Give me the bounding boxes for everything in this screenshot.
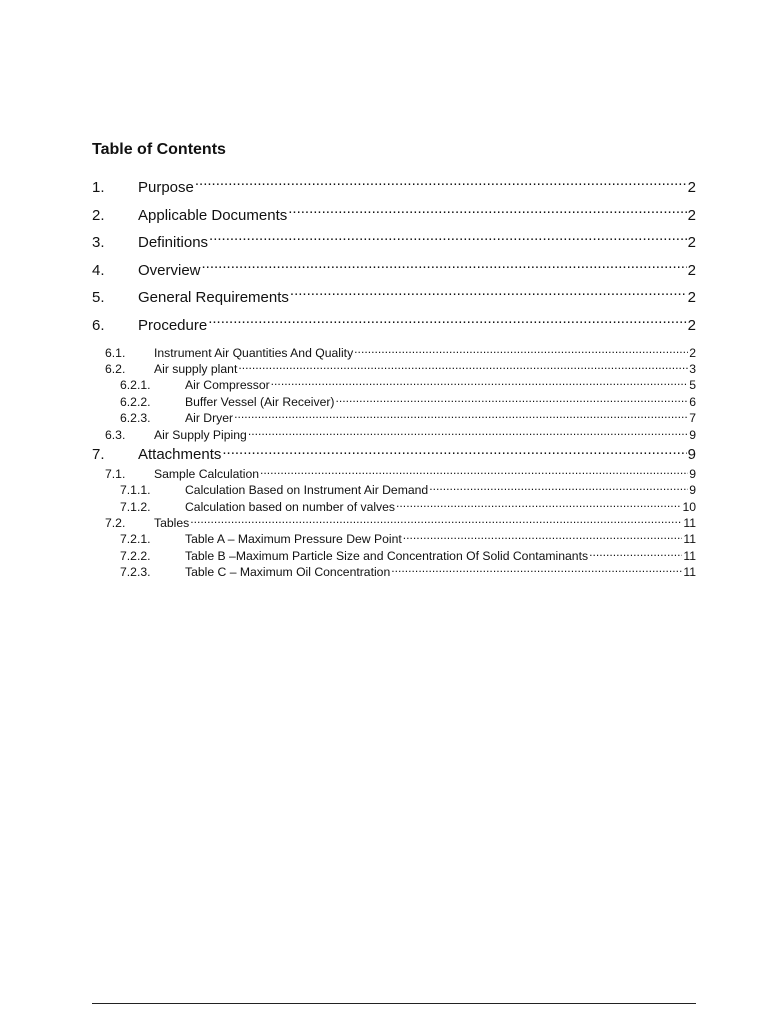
toc-entry-number: 6.1.: [105, 345, 126, 360]
toc-title: Table of Contents: [92, 141, 226, 158]
toc-entry-page: 9: [689, 483, 696, 498]
toc-entry-label: Air Compressor: [185, 378, 270, 393]
toc-entry-label: General Requirements: [138, 289, 289, 307]
toc-entry-air-dryer[interactable]: [92, 409, 696, 425]
toc-entry-number: 3.: [92, 234, 105, 252]
dot-leader: [403, 530, 683, 543]
toc-entry-page: 9: [689, 466, 696, 481]
toc-entry-label: Table B –Maximum Particle Size and Concentration Of Solid Contaminants: [185, 548, 589, 563]
dot-leader: [222, 442, 686, 459]
toc-entry-label: Attachments: [138, 445, 222, 463]
toc-entry-purpose[interactable]: [92, 175, 696, 203]
toc-entry-buffer-vessel[interactable]: [92, 393, 696, 409]
toc-entry-definitions[interactable]: [92, 230, 696, 258]
toc-entry-label: Sample Calculation: [154, 466, 260, 481]
dot-leader: [271, 376, 689, 389]
toc-entry-label: Table A – Maximum Pressure Dew Point: [185, 532, 402, 547]
toc-entry-label: Procedure: [138, 316, 208, 334]
toc-entry-number: 2.: [92, 206, 105, 224]
dot-leader: [190, 514, 682, 527]
dot-leader: [391, 563, 682, 576]
toc-entry-label: Overview: [138, 261, 201, 279]
dot-leader: [288, 203, 686, 220]
toc-entry-label: Applicable Documents: [138, 206, 288, 224]
toc-entry-page: 2: [687, 261, 696, 279]
toc-entry-number: 7.1.: [105, 466, 126, 481]
toc-entry-label: Air supply plant: [154, 361, 238, 376]
toc-entry-number: 7.1.2.: [120, 499, 151, 514]
toc-entry-number: 6.2.3.: [120, 411, 151, 426]
toc-entry-label: Definitions: [138, 234, 209, 252]
toc-entry-number: 6.: [92, 316, 105, 334]
dot-leader: [234, 409, 688, 422]
dot-leader: [429, 481, 688, 494]
dot-leader: [202, 258, 687, 275]
dot-leader: [335, 393, 688, 406]
toc-entry-page: 11: [683, 548, 696, 563]
toc-entry-attachments[interactable]: [92, 442, 696, 465]
toc-entry-label: Purpose: [138, 179, 194, 196]
dot-leader: [396, 498, 681, 511]
toc-entry-page: 2: [687, 234, 696, 252]
table-of-contents: [92, 175, 696, 580]
toc-entry-air-compressor[interactable]: [92, 376, 696, 392]
toc-entry-page: 2: [687, 316, 696, 334]
toc-entry-page: 11: [683, 516, 696, 531]
toc-entry-label: Buffer Vessel (Air Receiver): [185, 394, 335, 409]
dot-leader: [354, 344, 688, 357]
toc-entry-page: 10: [682, 499, 696, 514]
toc-entry-number: 7.2.3.: [120, 565, 151, 580]
toc-entry-page: 2: [689, 345, 696, 360]
toc-entry-table-b[interactable]: [92, 547, 696, 563]
toc-entry-number: 7.2.2.: [120, 548, 151, 563]
toc-entry-calc-instrument-air-demand[interactable]: [92, 481, 696, 497]
toc-entry-page: 3: [689, 361, 696, 376]
toc-entry-label: Instrument Air Quantities And Quality: [154, 345, 354, 360]
toc-entry-calc-number-of-valves[interactable]: [92, 498, 696, 514]
toc-entry-number: 6.3.: [105, 427, 126, 442]
toc-entry-label: Calculation Based on Instrument Air Demand: [185, 483, 429, 498]
toc-entry-number: 7.1.1.: [120, 483, 151, 498]
toc-entry-page: 2: [687, 289, 696, 307]
toc-entry-number: 6.2.1.: [120, 378, 151, 393]
toc-entry-number: 6.2.2.: [120, 394, 151, 409]
toc-entry-table-c[interactable]: [92, 563, 696, 579]
toc-entry-number: 4.: [92, 261, 105, 279]
toc-entry-air-supply-plant[interactable]: [92, 360, 696, 376]
toc-entry-air-supply-piping[interactable]: [92, 426, 696, 442]
dot-leader: [248, 426, 688, 439]
toc-entry-number: 6.2.: [105, 361, 126, 376]
toc-entry-number: 1.: [92, 179, 105, 196]
toc-entry-number: 5.: [92, 289, 105, 307]
toc-entry-tables[interactable]: [92, 514, 696, 530]
dot-leader: [238, 360, 688, 373]
toc-entry-page: 7: [689, 411, 696, 426]
toc-entry-page: 2: [687, 206, 696, 224]
dot-leader: [208, 313, 686, 330]
toc-entry-procedure[interactable]: [92, 313, 696, 341]
footer-rule: [92, 1003, 696, 1004]
toc-entry-page: 11: [683, 532, 696, 547]
toc-entry-number: 7.: [92, 445, 105, 463]
toc-entry-applicable-documents[interactable]: [92, 203, 696, 231]
toc-entry-overview[interactable]: [92, 258, 696, 286]
toc-entry-page: 9: [689, 427, 696, 442]
toc-entry-page: 2: [687, 179, 696, 196]
dot-leader: [209, 230, 687, 247]
dot-leader: [260, 465, 688, 478]
toc-entry-label: Tables: [154, 516, 190, 531]
toc-entry-page: 9: [687, 445, 696, 463]
toc-entry-page: 11: [683, 565, 696, 580]
dot-leader: [589, 547, 682, 560]
toc-entry-table-a[interactable]: [92, 530, 696, 546]
dot-leader: [195, 175, 687, 192]
toc-entry-label: Air Supply Piping: [154, 427, 247, 442]
toc-entry-instrument-air-quantities[interactable]: [92, 344, 696, 360]
dot-leader: [290, 285, 687, 302]
toc-entry-label: Air Dryer: [185, 411, 234, 426]
toc-entry-number: 7.2.: [105, 516, 126, 531]
toc-entry-label: Calculation based on number of valves: [185, 499, 396, 514]
toc-entry-page: 5: [689, 378, 696, 393]
toc-entry-label: Table C – Maximum Oil Concentration: [185, 565, 391, 580]
toc-entry-number: 7.2.1.: [120, 532, 151, 547]
toc-entry-page: 6: [689, 394, 696, 409]
toc-entry-sample-calculation[interactable]: [92, 465, 696, 481]
toc-entry-general-requirements[interactable]: [92, 285, 696, 313]
